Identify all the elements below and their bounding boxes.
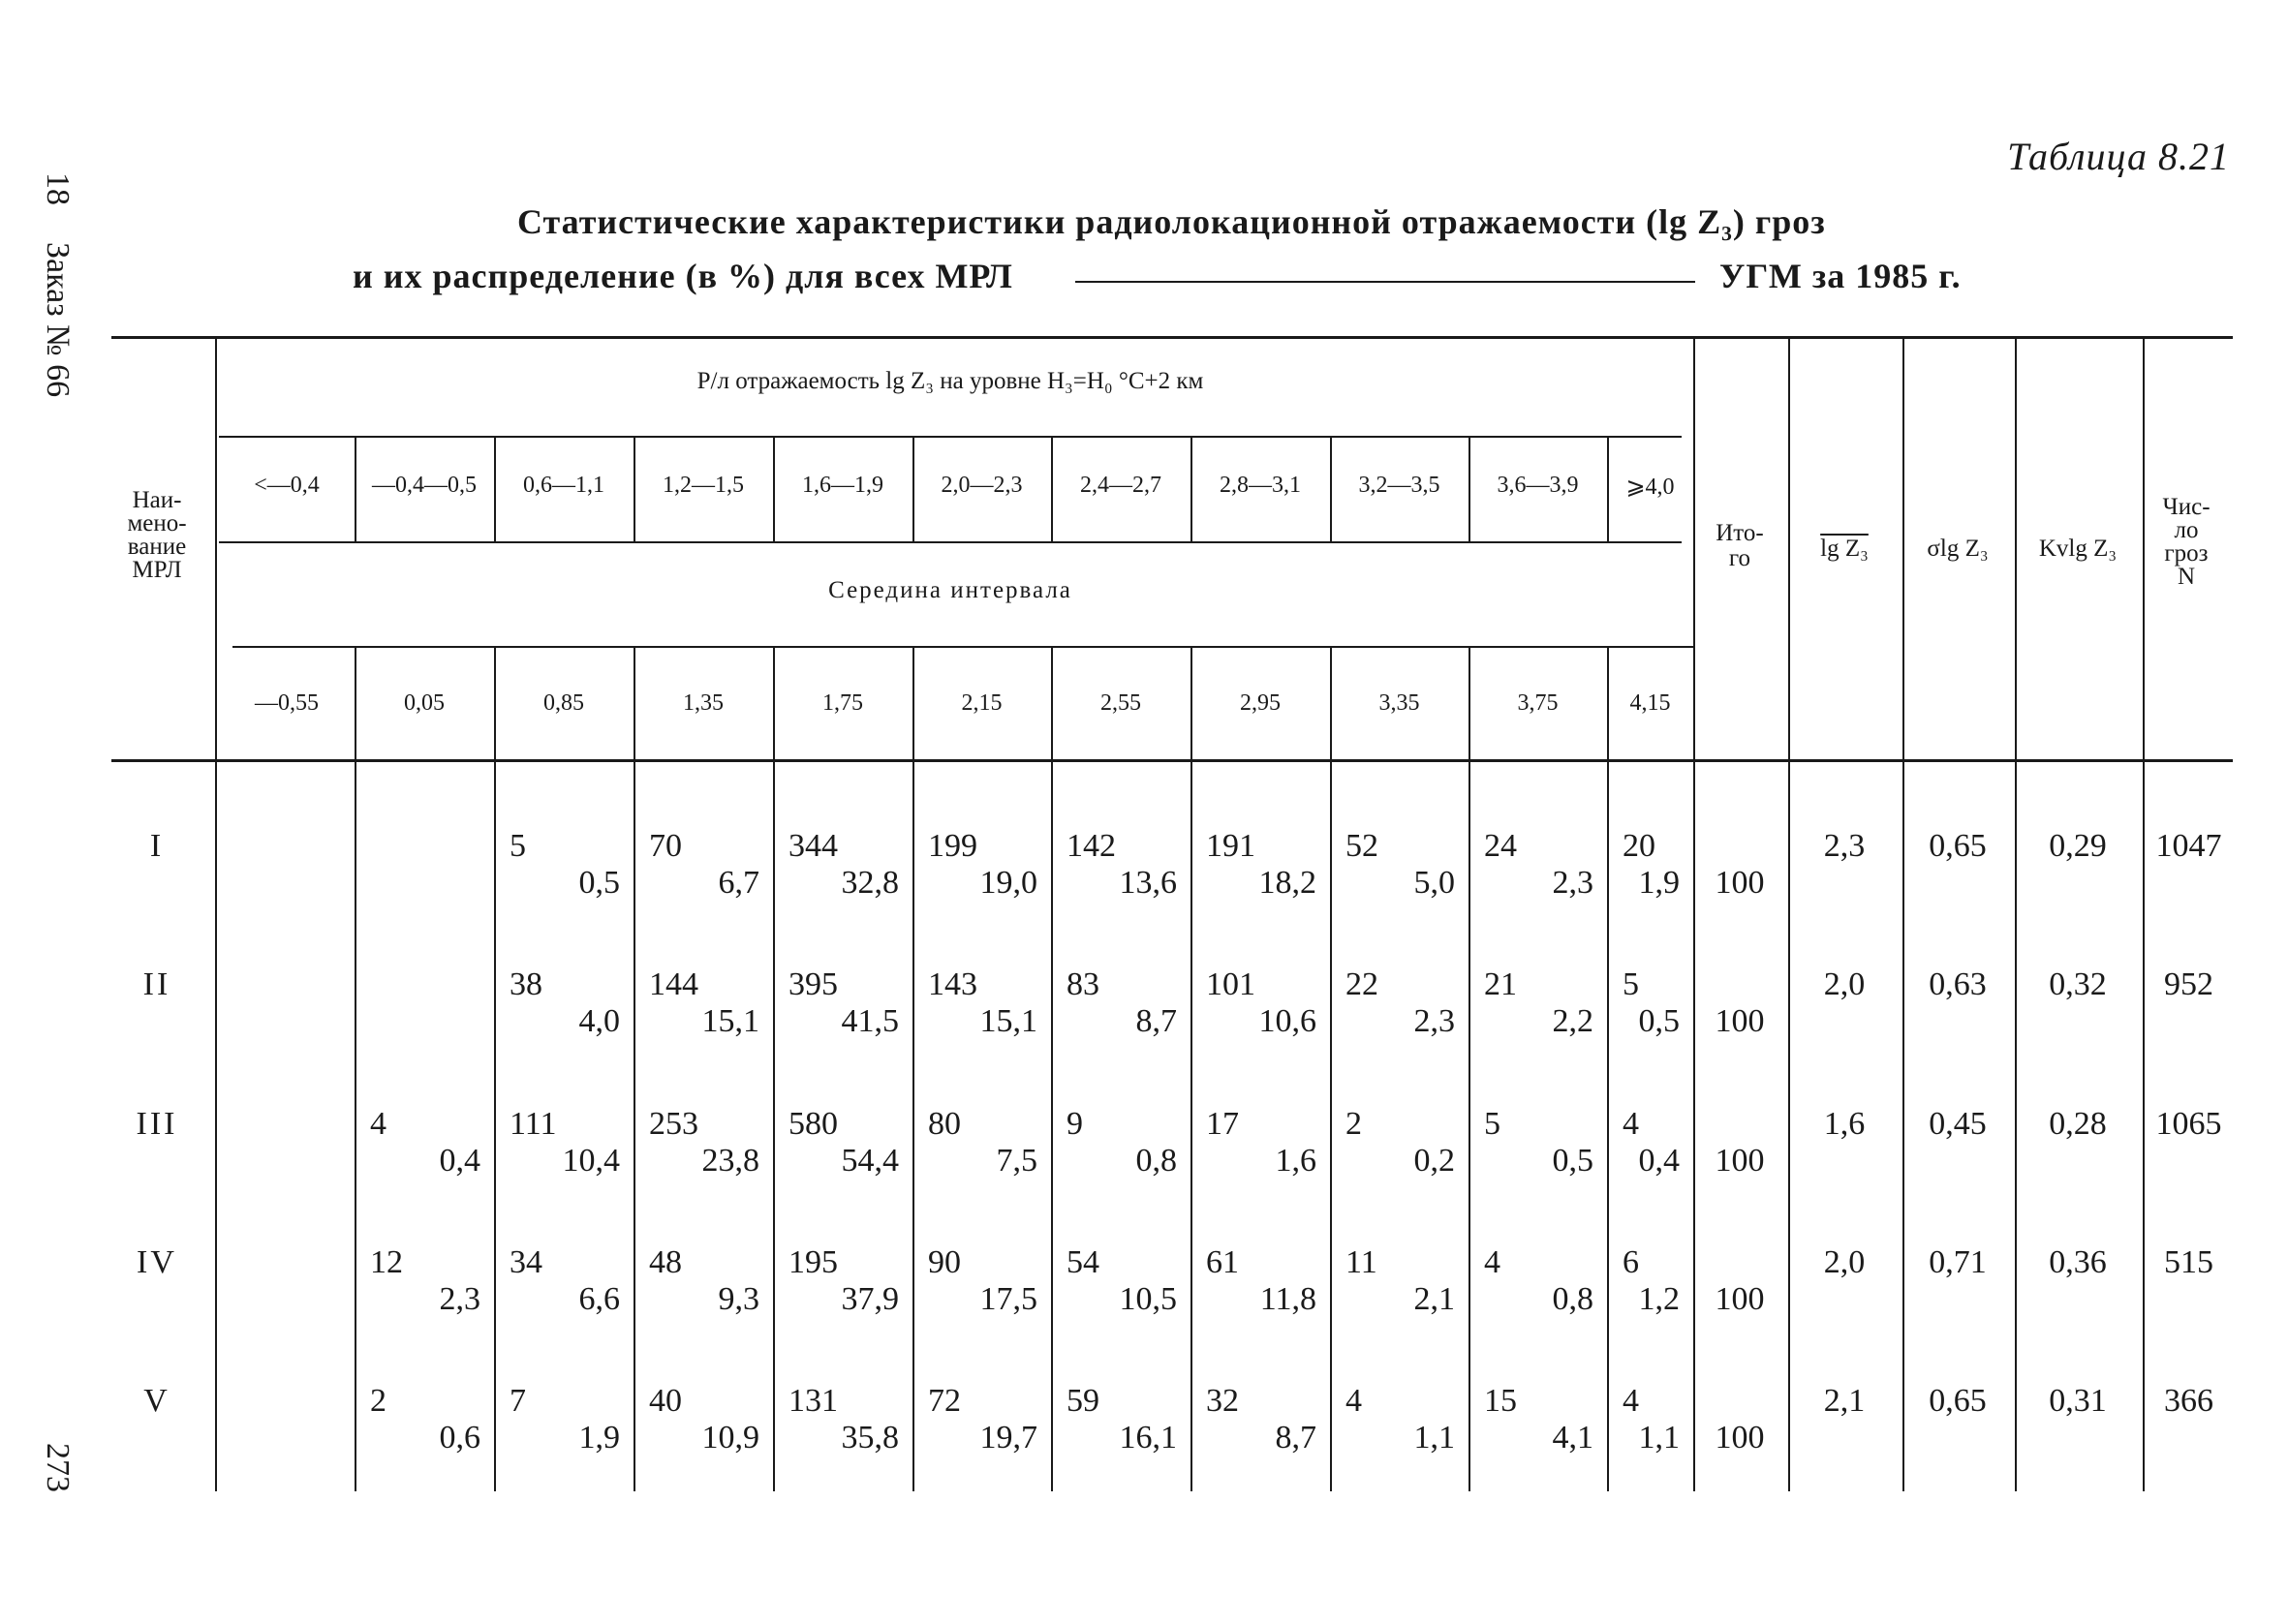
cell-count: 5 <box>1484 1106 1500 1142</box>
cell-count: 21 <box>1484 966 1517 1002</box>
cell-count: 54 <box>1067 1244 1099 1280</box>
body-column-rule <box>355 762 356 1491</box>
row-name: III <box>136 1106 178 1142</box>
body-column-rule <box>1469 762 1470 1491</box>
page-number-bottom: 273 <box>40 1443 76 1492</box>
row-count: 1065 <box>2155 1106 2222 1142</box>
right-column-rule <box>1693 339 1695 1491</box>
cell-count: 253 <box>649 1106 698 1142</box>
cell-count: 17 <box>1206 1106 1239 1142</box>
cell-count: 40 <box>649 1383 682 1419</box>
cell-percent: 0,8 <box>1552 1281 1593 1317</box>
right-column-rule <box>2015 339 2017 1491</box>
body-column-rule <box>494 762 496 1491</box>
cell-percent: 0,4 <box>1638 1143 1680 1179</box>
count-percent-cell <box>1206 1244 1316 1318</box>
count-percent-cell <box>1206 1383 1316 1456</box>
cell-count: 90 <box>928 1244 961 1280</box>
cell-count: 142 <box>1067 828 1116 864</box>
row-name: II <box>142 966 171 1002</box>
table-top-rule <box>111 336 2233 339</box>
cell-count: 34 <box>510 1244 542 1280</box>
row-name: I <box>149 828 165 864</box>
page-number-top: 18 <box>40 172 76 205</box>
count-percent-cell <box>788 966 899 1040</box>
count-percent-cell <box>370 1106 480 1180</box>
cell-count: 7 <box>510 1383 526 1419</box>
cell-percent: 6,7 <box>718 865 759 901</box>
interval-label: 3,6—3,9 <box>1497 473 1579 498</box>
interval-label: 1,2—1,5 <box>663 473 744 498</box>
cell-count: 2 <box>370 1383 386 1419</box>
row-sigma: 0,71 <box>1929 1244 1987 1280</box>
cell-percent: 4,1 <box>1552 1420 1593 1455</box>
cell-percent: 2,3 <box>1413 1003 1455 1039</box>
row-mean: 2,0 <box>1823 1244 1866 1280</box>
interval-label: 3,2—3,5 <box>1358 473 1440 498</box>
count-percent-cell <box>1623 1106 1680 1180</box>
count-percent-cell <box>1484 966 1593 1040</box>
cell-percent: 1,2 <box>1638 1281 1680 1317</box>
count-percent-cell <box>649 1106 759 1180</box>
count-percent-cell <box>1623 966 1680 1040</box>
interval-label: —0,4—0,5 <box>372 473 477 498</box>
cell-percent: 15,1 <box>979 1003 1037 1039</box>
cell-count: 101 <box>1206 966 1255 1002</box>
cell-count: 580 <box>788 1106 838 1142</box>
cell-percent: 7,5 <box>996 1143 1037 1179</box>
cell-percent: 0,5 <box>1552 1143 1593 1179</box>
cell-percent: 10,4 <box>562 1143 620 1179</box>
midpoint-label: 2,15 <box>961 690 1003 716</box>
header-midpoint-caption: Середина интервала <box>828 577 1072 603</box>
count-percent-cell <box>649 1383 759 1456</box>
cell-count: 4 <box>1345 1383 1362 1419</box>
header-bottom-rule <box>111 759 2233 762</box>
body-column-rule <box>773 762 775 1491</box>
row-total: 100 <box>1715 1281 1765 1317</box>
midpoint-label: 4,15 <box>1629 690 1671 716</box>
cell-percent: 0,4 <box>439 1143 480 1179</box>
table-number: Таблица 8.21 <box>2007 135 2230 178</box>
cell-count: 5 <box>1623 966 1639 1002</box>
cell-percent: 1,1 <box>1413 1420 1455 1455</box>
cell-count: 131 <box>788 1383 838 1419</box>
title-line-2-start: и их распределение (в %) для всех МРЛ <box>353 257 1013 295</box>
row-kv: 0,29 <box>2049 828 2107 864</box>
cell-percent: 2,1 <box>1413 1281 1455 1317</box>
count-percent-cell <box>510 1106 620 1180</box>
cell-percent: 19,7 <box>979 1420 1037 1455</box>
cell-count: 83 <box>1067 966 1099 1002</box>
cell-count: 4 <box>1623 1106 1639 1142</box>
count-percent-cell <box>1206 1106 1316 1180</box>
row-total: 100 <box>1715 865 1765 901</box>
interval-label: 1,6—1,9 <box>802 473 883 498</box>
cell-percent: 15,1 <box>701 1003 759 1039</box>
body-column-rule <box>1051 762 1053 1491</box>
count-percent-cell <box>1067 828 1177 902</box>
cell-percent: 2,3 <box>439 1281 480 1317</box>
row-name: IV <box>137 1244 177 1280</box>
cell-count: 59 <box>1067 1383 1099 1419</box>
interval-label: <—0,4 <box>254 473 320 498</box>
count-percent-cell <box>1345 1106 1455 1180</box>
cell-percent: 19,0 <box>979 865 1037 901</box>
title-line-2-end: УГМ за 1985 г. <box>1719 257 1962 295</box>
count-percent-cell <box>1484 1244 1593 1318</box>
cell-count: 9 <box>1067 1106 1083 1142</box>
row-count: 515 <box>2164 1244 2213 1280</box>
cell-count: 11 <box>1345 1244 1377 1280</box>
cell-count: 70 <box>649 828 682 864</box>
cell-percent: 13,6 <box>1119 865 1177 901</box>
row-total: 100 <box>1715 1143 1765 1179</box>
cell-percent: 0,2 <box>1413 1143 1455 1179</box>
count-percent-cell <box>649 828 759 902</box>
count-percent-cell <box>510 966 620 1040</box>
count-percent-cell <box>788 1106 899 1180</box>
row-count: 366 <box>2164 1383 2213 1419</box>
body-column-rule <box>1330 762 1332 1491</box>
midpoint-label: 1,35 <box>683 690 724 716</box>
cell-count: 22 <box>1345 966 1378 1002</box>
midpoint-label: 2,95 <box>1240 690 1281 716</box>
cell-count: 80 <box>928 1106 961 1142</box>
cell-count: 4 <box>1623 1383 1639 1419</box>
header-kv: Kvlg Z₃ <box>2038 536 2118 562</box>
cell-count: 48 <box>649 1244 682 1280</box>
count-percent-cell <box>928 1106 1037 1180</box>
row-mean: 2,1 <box>1823 1383 1866 1419</box>
blank-underline <box>1075 281 1695 283</box>
interval-label: 2,0—2,3 <box>941 473 1023 498</box>
count-percent-cell <box>1067 1106 1177 1180</box>
cell-count: 395 <box>788 966 838 1002</box>
cell-count: 2 <box>1345 1106 1362 1142</box>
cell-percent: 10,5 <box>1119 1281 1177 1317</box>
count-percent-cell <box>1484 1383 1593 1456</box>
count-percent-cell <box>1623 1244 1680 1318</box>
interval-label: 0,6—1,1 <box>523 473 604 498</box>
count-percent-cell <box>510 828 620 902</box>
cell-count: 344 <box>788 828 838 864</box>
midpoint-label: 0,05 <box>404 690 445 716</box>
cell-count: 15 <box>1484 1383 1517 1419</box>
midpoint-label: 3,75 <box>1517 690 1559 716</box>
row-mean: 2,0 <box>1823 966 1866 1002</box>
midpoint-label: 0,85 <box>543 690 584 716</box>
count-percent-cell <box>788 1383 899 1456</box>
cell-percent: 6,6 <box>578 1281 620 1317</box>
row-mean: 1,6 <box>1823 1106 1866 1142</box>
count-percent-cell <box>1345 1244 1455 1318</box>
cell-percent: 41,5 <box>841 1003 899 1039</box>
header-sigma: σlg Z₃ <box>1927 536 1989 562</box>
row-count: 1047 <box>2155 828 2222 864</box>
cell-count: 5 <box>510 828 526 864</box>
interval-label: 2,4—2,7 <box>1080 473 1161 498</box>
count-percent-cell <box>1345 828 1455 902</box>
cell-count: 4 <box>1484 1244 1500 1280</box>
title-line-1: Статистические характеристики радиолокационной отражаемости (lg Z₃) гроз <box>517 202 1826 241</box>
cell-percent: 1,9 <box>1638 865 1680 901</box>
cell-percent: 10,6 <box>1258 1003 1316 1039</box>
count-percent-cell <box>649 966 759 1040</box>
cell-count: 32 <box>1206 1383 1239 1419</box>
cell-percent: 9,3 <box>718 1281 759 1317</box>
interval-label: ⩾4,0 <box>1625 475 1675 500</box>
count-percent-cell <box>788 1244 899 1318</box>
cell-percent: 1,9 <box>578 1420 620 1455</box>
cell-percent: 8,7 <box>1135 1003 1177 1039</box>
cell-count: 52 <box>1345 828 1378 864</box>
cell-count: 199 <box>928 828 977 864</box>
count-percent-cell <box>1206 966 1316 1040</box>
count-percent-cell <box>928 1244 1037 1318</box>
count-percent-cell <box>1067 1244 1177 1318</box>
midpoint-label: 1,75 <box>822 690 863 716</box>
right-column-rule <box>1788 339 1790 1491</box>
row-kv: 0,31 <box>2049 1383 2107 1419</box>
order-number: Заказ № 66 <box>40 242 76 398</box>
row-kv: 0,36 <box>2049 1244 2107 1280</box>
count-percent-cell <box>1206 828 1316 902</box>
count-percent-cell <box>1067 1383 1177 1456</box>
right-column-rule <box>1902 339 1904 1491</box>
midpoint-label: 3,35 <box>1378 690 1420 716</box>
count-percent-cell <box>510 1383 620 1456</box>
row-mean: 2,3 <box>1823 828 1866 864</box>
cell-percent: 0,6 <box>439 1420 480 1455</box>
count-percent-cell <box>1345 966 1455 1040</box>
count-percent-cell <box>370 1383 480 1456</box>
row-total: 100 <box>1715 1003 1765 1039</box>
cell-percent: 17,5 <box>979 1281 1037 1317</box>
cell-percent: 0,5 <box>1638 1003 1680 1039</box>
cell-count: 20 <box>1623 828 1655 864</box>
header-reflectivity-caption: Р/л отражаемость lg Z₃ на уровне H₃=H₀ °C+2 км <box>696 368 1204 394</box>
cell-count: 12 <box>370 1244 403 1280</box>
count-percent-cell <box>1623 1383 1680 1456</box>
midpoint-label: —0,55 <box>255 690 319 716</box>
count-percent-cell <box>928 1383 1037 1456</box>
cell-count: 111 <box>510 1106 557 1142</box>
count-percent-cell <box>370 1244 480 1318</box>
cell-percent: 2,2 <box>1552 1003 1593 1039</box>
body-column-rule <box>912 762 914 1491</box>
header-rule-2 <box>219 541 1682 543</box>
cell-percent: 32,8 <box>841 865 899 901</box>
row-kv: 0,32 <box>2049 966 2107 1002</box>
cell-count: 191 <box>1206 828 1255 864</box>
cell-count: 6 <box>1623 1244 1639 1280</box>
row-sigma: 0,65 <box>1929 828 1987 864</box>
header-rule-3 <box>232 646 1693 648</box>
midpoint-label: 2,55 <box>1100 690 1141 716</box>
count-percent-cell <box>510 1244 620 1318</box>
header-rule-1 <box>219 436 1682 438</box>
header-mean: lg Z₃ <box>1820 536 1869 562</box>
cell-percent: 0,8 <box>1135 1143 1177 1179</box>
row-count: 952 <box>2164 966 2213 1002</box>
header-total: Ито- го <box>1716 520 1764 571</box>
body-column-rule <box>1607 762 1609 1491</box>
count-percent-cell <box>1345 1383 1455 1456</box>
cell-percent: 8,7 <box>1275 1420 1316 1455</box>
name-column-rule <box>215 339 217 1491</box>
row-sigma: 0,45 <box>1929 1106 1987 1142</box>
cell-count: 61 <box>1206 1244 1239 1280</box>
count-percent-cell <box>1484 828 1593 902</box>
body-column-rule <box>634 762 635 1491</box>
cell-count: 195 <box>788 1244 838 1280</box>
count-percent-cell <box>1484 1106 1593 1180</box>
cell-percent: 10,9 <box>701 1420 759 1455</box>
count-percent-cell <box>1067 966 1177 1040</box>
cell-percent: 11,8 <box>1259 1281 1316 1317</box>
cell-percent: 35,8 <box>841 1420 899 1455</box>
interval-label: 2,8—3,1 <box>1220 473 1301 498</box>
cell-count: 144 <box>649 966 698 1002</box>
count-percent-cell <box>649 1244 759 1318</box>
cell-percent: 16,1 <box>1119 1420 1177 1455</box>
row-name: V <box>143 1383 170 1419</box>
cell-percent: 37,9 <box>841 1281 899 1317</box>
row-sigma: 0,63 <box>1929 966 1987 1002</box>
header-name-column: Наи- мено- вание МРЛ <box>127 487 187 583</box>
cell-percent: 0,5 <box>578 865 620 901</box>
cell-count: 24 <box>1484 828 1517 864</box>
cell-count: 4 <box>370 1106 386 1142</box>
cell-percent: 23,8 <box>701 1143 759 1179</box>
cell-percent: 1,6 <box>1275 1143 1316 1179</box>
count-percent-cell <box>788 828 899 902</box>
count-percent-cell <box>928 828 1037 902</box>
cell-percent: 1,1 <box>1638 1420 1680 1455</box>
count-percent-cell <box>928 966 1037 1040</box>
row-sigma: 0,65 <box>1929 1383 1987 1419</box>
cell-percent: 2,3 <box>1552 865 1593 901</box>
row-kv: 0,28 <box>2049 1106 2107 1142</box>
cell-count: 38 <box>510 966 542 1002</box>
cell-count: 72 <box>928 1383 961 1419</box>
cell-count: 143 <box>928 966 977 1002</box>
body-column-rule <box>1190 762 1192 1491</box>
row-total: 100 <box>1715 1420 1765 1455</box>
cell-percent: 18,2 <box>1258 865 1316 901</box>
count-percent-cell <box>1623 828 1680 902</box>
header-count: Чис- ло гроз N <box>2162 494 2211 590</box>
cell-percent: 4,0 <box>578 1003 620 1039</box>
cell-percent: 54,4 <box>841 1143 899 1179</box>
cell-percent: 5,0 <box>1413 865 1455 901</box>
